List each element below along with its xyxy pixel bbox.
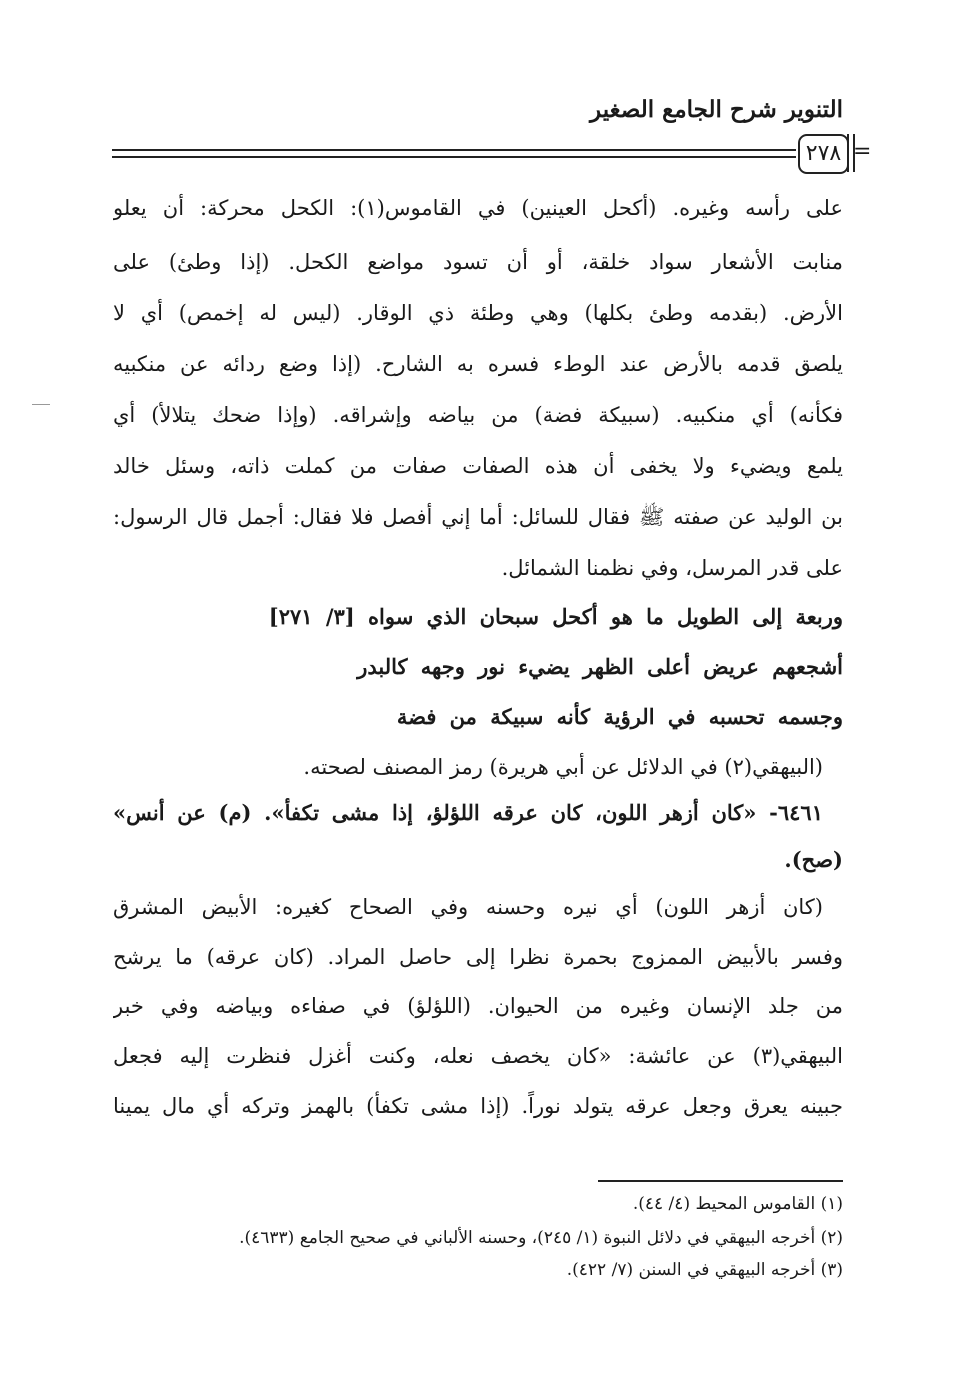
body-line: يلصق قدمه بالأرض عند الوطء فسره به الشارح. (إذا وضع ردائه عن منكبيه [113,352,843,376]
body-line: يلمع ويضيء ولا يخفى أن هذه الصفات صفات من كملت ذاته، وسئل خالد [113,454,843,478]
footnote-divider [598,1180,843,1182]
body-line: بن الوليد عن صفته ﷺ فقال للسائل: أما إني أفصل فلا فقال: أجمل قال الرسول: [113,505,843,529]
commentary-line: جبينه يعرق وجعل عرقه يتولد نوراً. (إذا مشى تكفأ) بالهمز وتركه أي مال يمينا [113,1094,843,1118]
commentary-line: (كان أزهر اللون) أي نيره وحسنه وفي الصحاح كغيره: الأبيض المشرق [113,895,823,919]
commentary-line: وفسر بالأبيض الممزوج بحمرة نظرا إلى حاصل المراد. (كان عرقه) ما يرشح [113,945,843,969]
footnote: (٣) أخرجه البيهقي في السنن (٧/ ٤٢٢). [566,1260,843,1280]
source-line: (البيهقي(٢) في الدلائل عن أبي هريرة) رمز المصنف لصحته. [303,755,823,779]
verse-line: وربعة إلى الطويل ما هو أكحل سبحان الذي سواه [٣/ ٢٧١] [268,604,843,629]
body-line: منابت الأشعار سواد خلقة، أو أن تسود مواضع الكحل. (إذا وطئ) على [113,250,843,274]
page-number: ٢٧٨ [798,134,849,174]
page-mark: = [853,139,872,164]
header-rule-top [112,149,796,151]
verse-line: وجسمه تحسبه في الرؤية كأنه سبيكة من فضة [396,704,843,729]
footnote: (٢) أخرجه البيهقي في دلائل النبوة (١/ ٢٤٥)، وحسنه الألباني في صحيح الجامع (٤٦٣٣). [239,1228,843,1248]
body-line: على رأسه وغيره. (أكحل العينين) في القاموس(١): الكحل محركة: أن يعلو [113,196,843,220]
body-line: الأرض. (بقدمه وطئ بكلها) وهي وطئة ذي الوقار. (ليس له إخمص) أي لا [113,301,843,325]
hadith-grade: (صح). [784,847,843,872]
running-title: التنوير شرح الجامع الصغير [590,96,843,123]
hadith-line: ٦٤٦١- «كان أزهر اللون، كان عرقه اللؤلؤ، إذا مشى تكفأ». (م) عن أنس» [113,800,823,825]
body-line: فكأنه) أي منكبيه. (سبيكة فضة) من بياضه وإشراقه. (وإذا ضحك يتلالأ) أي [113,403,843,427]
footnote: (١) القاموس المحيط (٤/ ٤٤). [632,1194,843,1214]
commentary-line: البيهقي(٣) عن عائشة: «كان يخصف نعله، وكنت أغزل فنظرت إليه فجعل [113,1044,843,1068]
verse-line: أشجعهم عريض أعلى الظهر يضيء نور وجهه كالبدر [357,654,843,679]
body-line: على قدر المرسل، وفي نظمنا الشمائل. [501,556,843,580]
commentary-line: من جلد الإنسان وغيره من الحيوان. (اللؤلؤ) في صفاءه وبياضه وفي خبر [113,994,843,1018]
margin-mark [32,404,50,405]
header-rule-bottom [112,156,796,158]
